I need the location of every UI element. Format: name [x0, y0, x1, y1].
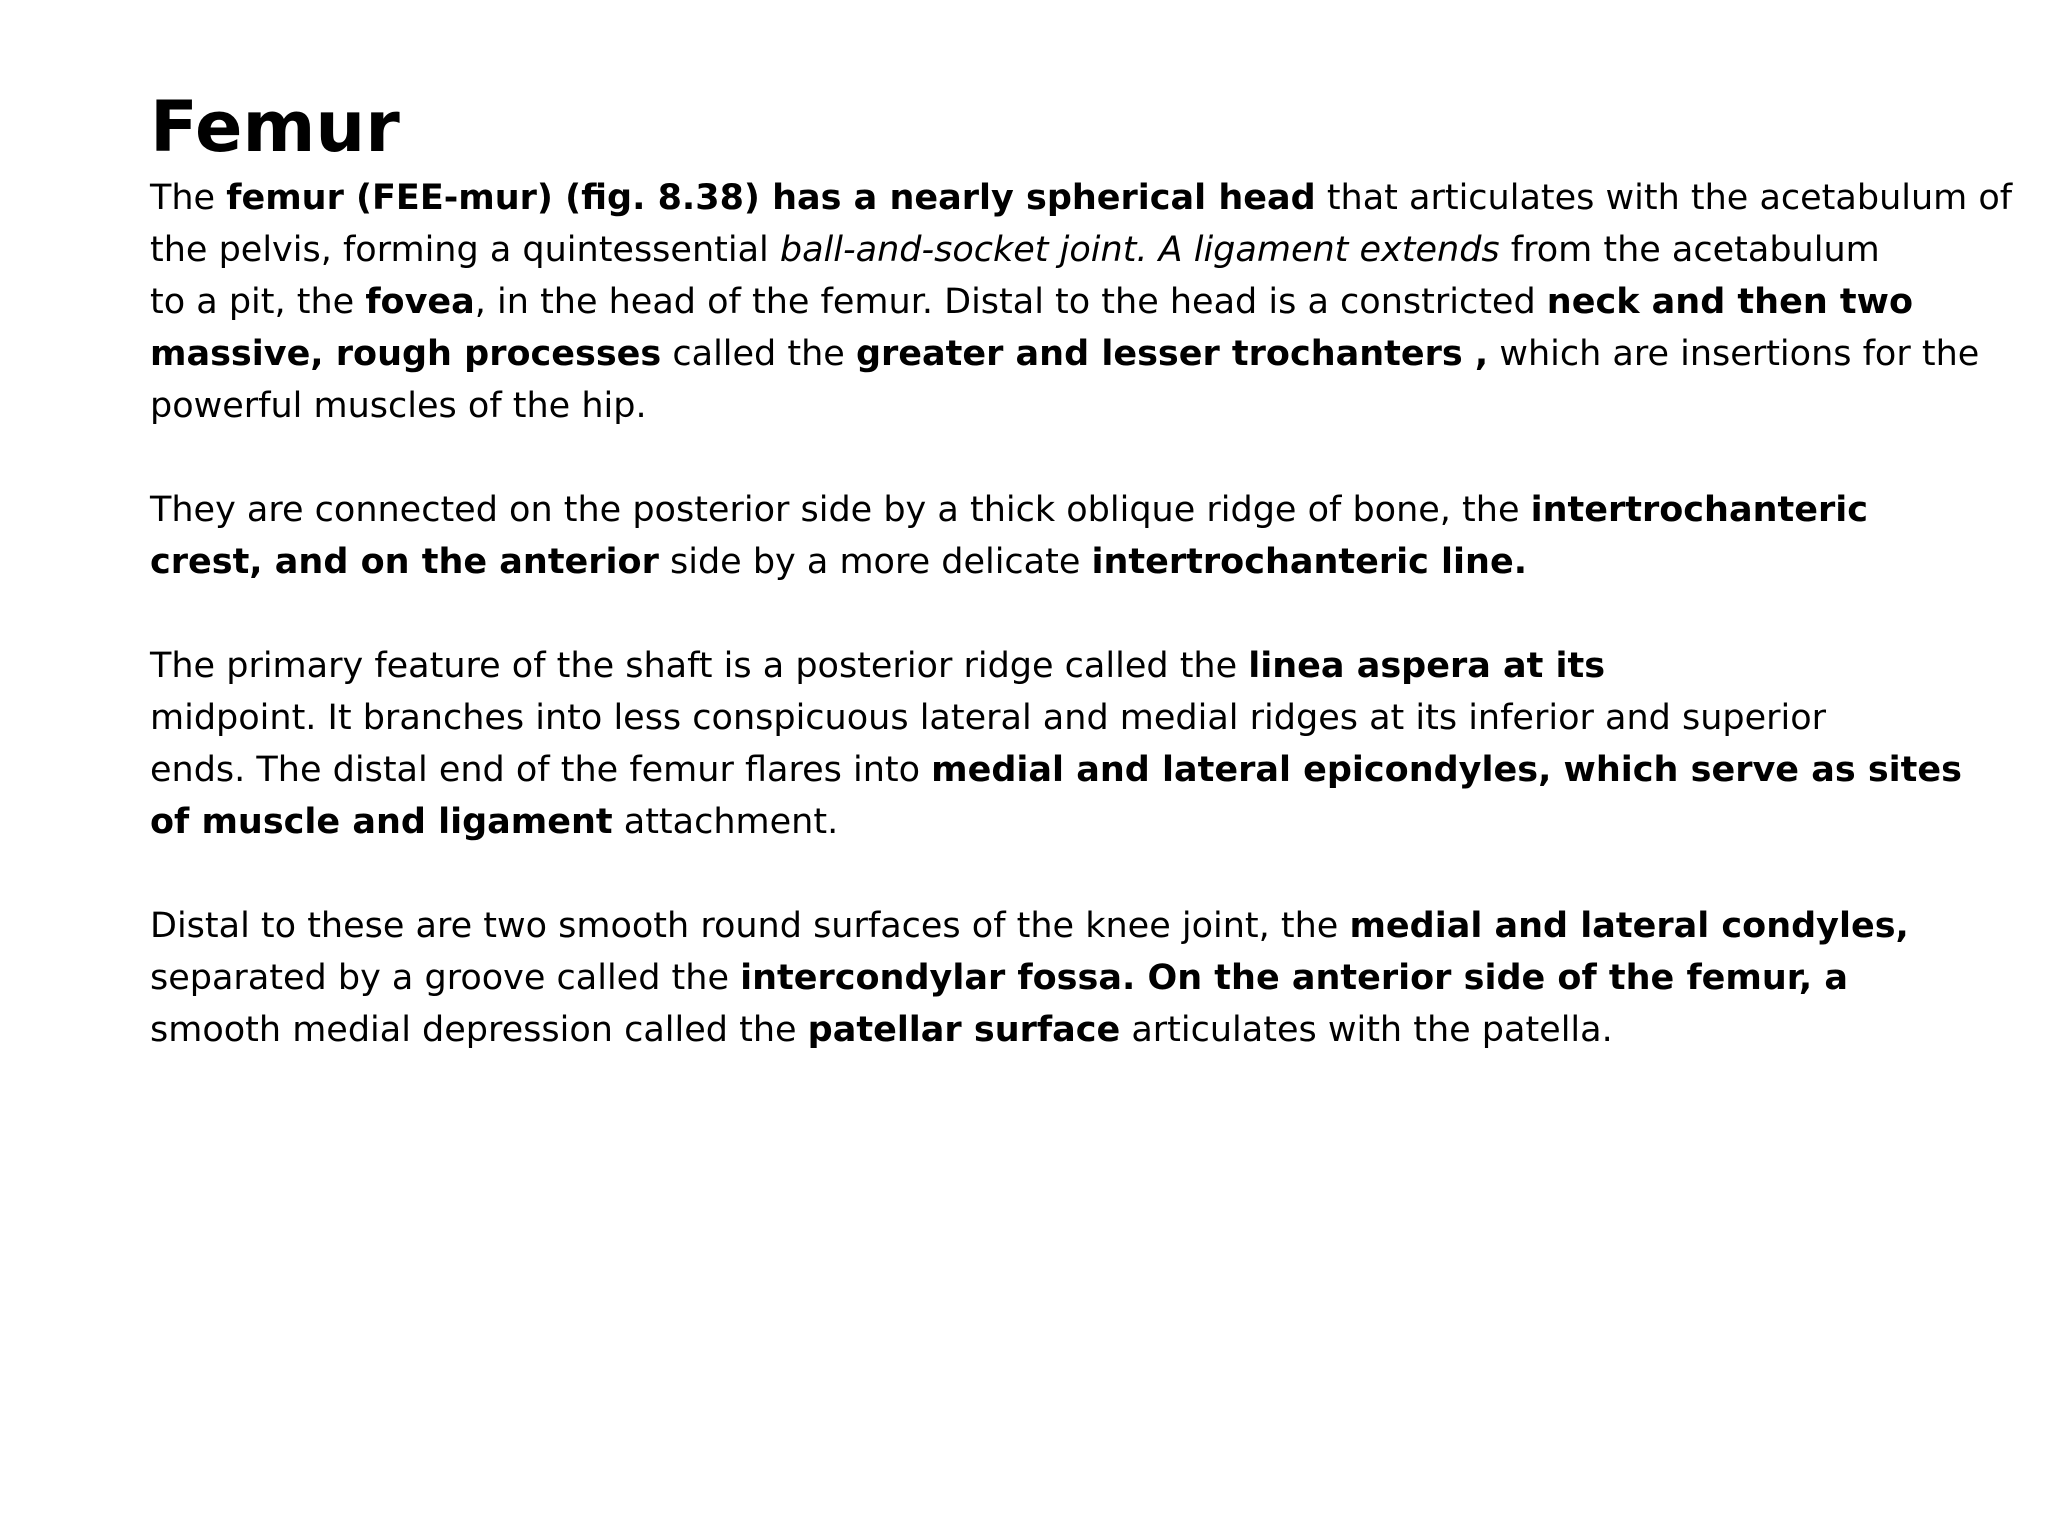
text-run: side by a more delicate — [658, 542, 1092, 582]
text-run: ends. The distal end of the femur flares into — [150, 750, 932, 790]
bold-text: of muscle and ligament — [150, 802, 613, 842]
text-run: articulates with the patella. — [1120, 1010, 1613, 1050]
bold-text: intercondylar fossa. On the anterior side of the femur, a — [740, 958, 1849, 998]
text-line — [150, 380, 1910, 432]
text-line — [150, 328, 1980, 380]
bold-text: medial and lateral epicondyles, which serve as sites — [931, 750, 1962, 790]
text-run: The — [150, 178, 227, 218]
bold-text: intertrochanteric — [1530, 490, 1868, 530]
bold-text: greater and lesser trochanters , — [855, 334, 1489, 374]
bold-text: massive, rough processes — [150, 334, 662, 374]
text-run: called the — [661, 334, 856, 374]
bold-text: patellar surface — [807, 1010, 1121, 1050]
text-run: which are insertions for the — [1488, 334, 1980, 374]
text-run: The primary feature of the shaft is a posterior ridge called the — [150, 646, 1249, 686]
text-line — [150, 276, 1914, 328]
text-line — [150, 744, 1962, 796]
text-run: to a pit, the — [150, 282, 366, 322]
text-run: powerful muscles of the hip. — [150, 386, 647, 426]
text-line — [150, 796, 1910, 848]
text-line — [150, 172, 2013, 224]
text-line — [150, 484, 1910, 536]
bold-text: linea aspera at its — [1248, 646, 1606, 686]
paragraph-1 — [150, 172, 2013, 432]
bold-text: neck and then two — [1546, 282, 1914, 322]
text-line — [150, 1004, 1910, 1056]
text-line — [150, 952, 1910, 1004]
text-line — [150, 640, 1910, 692]
text-run: separated by a groove called the — [150, 958, 741, 998]
text-line — [150, 224, 1910, 276]
paragraph-4 — [150, 900, 1910, 1056]
bold-text: femur (FEE-mur) (fig. 8.38) has a nearly spherical head — [226, 178, 1316, 218]
text-run: from the acetabulum — [1499, 230, 1880, 270]
text-line — [150, 536, 1910, 588]
bold-text: medial and lateral condyles, — [1349, 906, 1909, 946]
text-line — [150, 900, 1910, 952]
paragraph-3 — [150, 640, 1962, 848]
text-run: Distal to these are two smooth round surfaces of the knee joint, the — [150, 906, 1350, 946]
text-line — [150, 692, 1910, 744]
text-run: They are connected on the posterior side by a thick oblique ridge of bone, the — [150, 490, 1531, 530]
bold-text: fovea — [365, 282, 475, 322]
paragraph-2 — [150, 484, 1910, 588]
text-run: midpoint. It branches into less conspicuous lateral and medial ridges at its inferior and superior — [150, 698, 1827, 738]
bold-text: intertrochanteric line. — [1091, 542, 1527, 582]
page-title: Femur — [150, 86, 400, 168]
text-run: the pelvis, forming a quintessential — [150, 230, 780, 270]
text-run: , in the head of the femur. Distal to the head is a constricted — [474, 282, 1547, 322]
text-run: smooth medial depression called the — [150, 1010, 808, 1050]
text-run: attachment. — [612, 802, 839, 842]
slide-body — [150, 172, 2013, 1108]
italic-text: ball-and-socket joint. A ligament extends — [779, 230, 1500, 270]
bold-text: crest, and on the anterior — [150, 542, 659, 582]
text-run: that articulates with the acetabulum of — [1315, 178, 2013, 218]
